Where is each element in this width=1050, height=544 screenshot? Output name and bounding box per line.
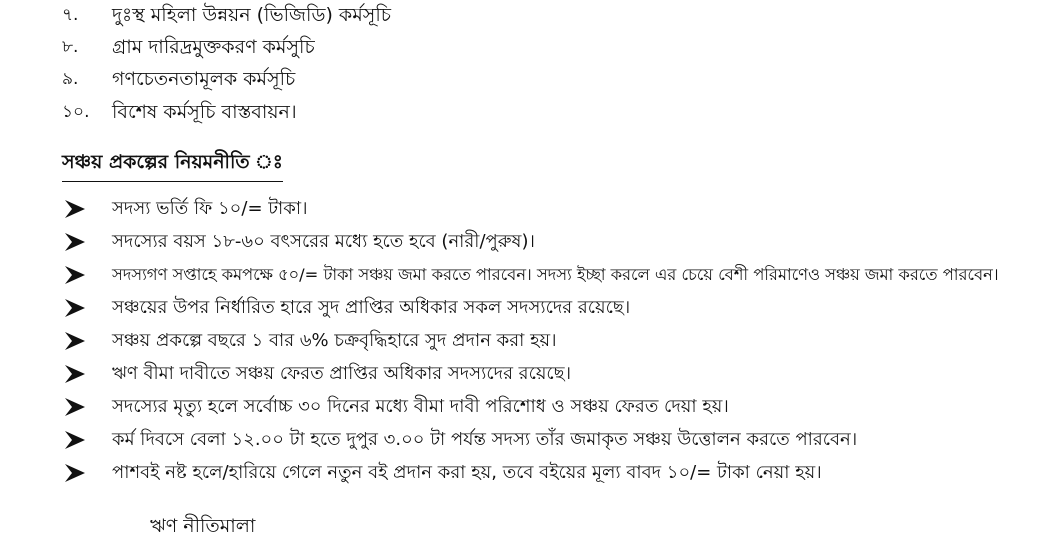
arrow-bullet-icon xyxy=(62,262,88,288)
arrow-bullet-icon xyxy=(62,196,88,222)
rule-text: সঞ্চয় প্রকল্পে বছরে ১ বার ৬% চক্রবৃদ্ধিহারে সুদ প্রদান করা হয়। xyxy=(112,330,557,351)
item-text: গণচেতনতামূলক কর্মসূচি xyxy=(112,68,296,90)
rule-text: সদস্যগণ সপ্তাহে কমপক্ষে ৫০/= টাকা সঞ্চয় জমা করতে পারবেন। সদস্য ইচ্ছা করলে এর চেয়ে বেশী পরিমাণেও সঞ্চয় জমা করতে পারবেন। xyxy=(112,265,999,284)
arrow-bullet-icon xyxy=(62,229,88,255)
arrow-bullet-icon xyxy=(62,427,88,453)
section-heading: সঞ্চয় প্রকল্পের নিয়মনীতি ঃ xyxy=(62,148,283,182)
item-number: ৮. xyxy=(62,37,79,57)
arrow-bullet-icon xyxy=(62,295,88,321)
arrow-bullet-icon xyxy=(62,460,88,486)
rule-text: ঋণ বীমা দাবীতে সঞ্চয় ফেরত প্রাপ্তির অধিকার সদস্যদের রয়েছে। xyxy=(112,363,572,384)
rule-text: সদস্যের বয়স ১৮-৬০ বৎসরের মধ্যে হতে হবে (নারী/পুরুষ)। xyxy=(112,231,535,252)
rule-text: সঞ্চয়ের উপর নির্ধারিত হারে সুদ প্রাপ্তির অধিকার সকল সদস্যদের রয়েছে। xyxy=(112,297,631,318)
item-text: দুঃস্থ মহিলা উন্নয়ন (ভিজিডি) কর্মসূচি xyxy=(112,4,392,26)
cut-off-text-line: ঋণ নীতিমালা xyxy=(150,515,256,537)
item-number: ৯. xyxy=(62,69,79,89)
rule-text: সদস্যের মৃত্যু হলে সর্বোচ্চ ৩০ দিনের মধ্যে বীমা দাবী পরিশোধ ও সঞ্চয় ফেরত দেয়া হয়। xyxy=(112,396,729,417)
rule-text: সদস্য ভর্তি ফি ১০/= টাকা। xyxy=(112,198,308,219)
item-number: ১০. xyxy=(62,102,90,122)
arrow-bullet-icon xyxy=(62,394,88,420)
item-text: বিশেষ কর্মসূচি বাস্তবায়ন। xyxy=(112,101,297,123)
rule-text: পাশবই নষ্ট হলে/হারিয়ে গেলে নতুন বই প্রদান করা হয়, তবে বইয়ের মূল্য বাবদ ১০/= টাকা নেয়া হয়। xyxy=(112,462,822,483)
item-number: ৭. xyxy=(62,5,79,25)
item-text: গ্রাম দারিদ্রমুক্তকরণ কর্মসুচি xyxy=(112,36,315,58)
arrow-bullet-icon xyxy=(62,328,88,354)
rule-text: কর্ম দিবসে বেলা ১২.০০ টা হতে দুপুর ৩.০০ টা পর্যন্ত সদস্য তাঁর জমাকৃত সঞ্চয় উত্তোলন করতে পারবেন। xyxy=(112,429,858,450)
arrow-bullet-icon xyxy=(62,361,88,387)
